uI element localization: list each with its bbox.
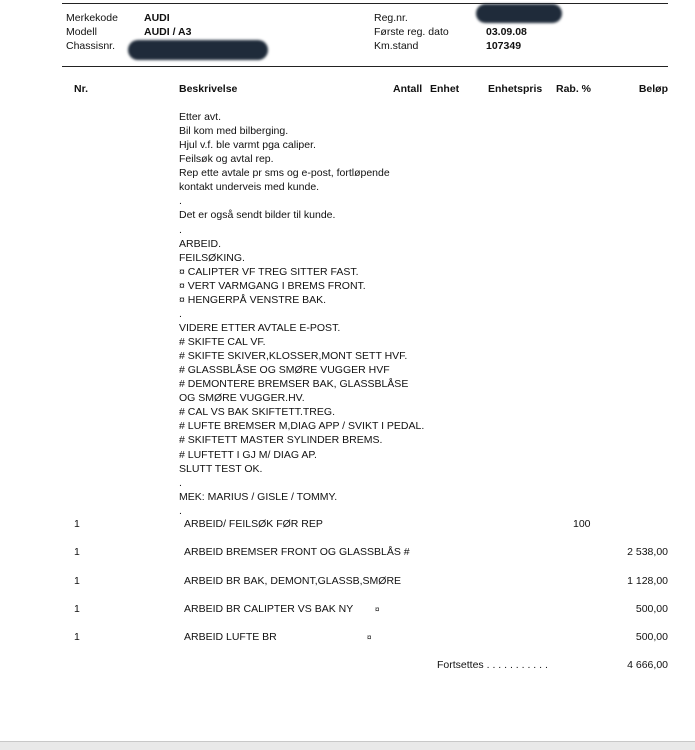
col-antall: Antall <box>393 83 423 95</box>
fortsettes-sum: 4 666,00 <box>627 659 668 671</box>
line-text: ARBEID/ FEILSØK FØR REP <box>184 518 323 530</box>
col-belop: Beløp <box>638 83 668 95</box>
line-belop: 2 538,00 <box>627 546 668 558</box>
line-nr: 1 <box>74 518 80 530</box>
merkekode-value: AUDI <box>144 12 170 24</box>
modell-value: AUDI / A3 <box>144 26 192 38</box>
line-belop: 500,00 <box>635 603 668 615</box>
line-mark: ¤ <box>367 633 372 642</box>
km-stand-value: 107349 <box>486 40 522 52</box>
top-rule <box>62 3 668 4</box>
fortsettes-text: Fortsettes <box>437 659 484 671</box>
forste-reg-dato-label: Første reg. dato <box>374 26 449 38</box>
line-rabatt: 100 <box>573 518 591 530</box>
line-text: ARBEID LUFTE BR <box>184 631 277 643</box>
chassisnr-label: Chassisnr. <box>66 40 116 52</box>
col-nr: Nr. <box>74 83 89 95</box>
redaction-regnr <box>476 4 562 23</box>
line-nr: 1 <box>74 631 80 643</box>
col-enhet: Enhet <box>430 83 460 95</box>
redaction-chassisnr <box>128 40 268 60</box>
col-rabatt: Rab. % <box>556 83 592 95</box>
line-belop: 500,00 <box>635 631 668 643</box>
line-nr: 1 <box>74 546 80 558</box>
line-text: ARBEID BR BAK, DEMONT,GLASSB,SMØRE <box>184 575 402 587</box>
modell-label: Modell <box>66 26 97 38</box>
header-divider <box>62 66 668 67</box>
col-beskrivelse: Beskrivelse <box>179 83 238 95</box>
line-text: ARBEID BR CALIPTER VS BAK NY <box>184 603 354 615</box>
line-nr: 1 <box>74 603 80 615</box>
regnr-label: Reg.nr. <box>374 12 408 24</box>
line-text: ARBEID BREMSER FRONT OG GLASSBLÅS # <box>184 546 410 558</box>
line-nr: 1 <box>74 575 80 587</box>
km-stand-label: Km.stand <box>374 40 419 52</box>
line-belop: 1 128,00 <box>627 575 668 587</box>
col-enhetspris: Enhetspris <box>488 83 543 95</box>
page-bottom-edge <box>0 741 695 750</box>
forste-reg-dato-value: 03.09.08 <box>486 26 527 38</box>
fortsettes-label <box>437 659 548 671</box>
line-mark: ¤ <box>375 605 380 614</box>
fortsettes-dots: . . . . . . . . . . . <box>486 659 548 671</box>
merkekode-label: Merkekode <box>66 12 118 24</box>
work-description: Etter avt. Bil kom med bilberging. Hjul v.f. ble varmt pga caliper. Feilsøk og avtal rep. Rep ette avtale pr sms og e-post, fortløpende kontakt underveis med kunde. . Det er også sendt bilder til kunde. . ARBEID. FEILSØKING. ¤ CALIPTER VF TREG SITTER FAST. ¤ VERT VARMGANG I BREMS FRONT. ¤ HENGERPÅ VENSTRE BAK. . VIDERE ETTER AVTALE E-POST. # SKIFTE CAL VF. # SKIFTE SKIVER,KLOSSER,MONT SETT HVF. # GLASSBLÅSE OG SMØRE VUGGER HVF # DEMONTERE BREMSER BAK, GLASSBLÅSE OG SMØRE VUGGER.HV. # CAL VS BAK SKIFTETT.TREG. # LUFTE BREMSER M,DIAG APP / SVIKT I PEDAL. # SKIFTETT MASTER SYLINDER BREMS. # LUFTETT I GJ M/ DIAG AP. SLUTT TEST OK. . MEK: MARIUS / GISLE / TOMMY. . <box>179 111 425 517</box>
